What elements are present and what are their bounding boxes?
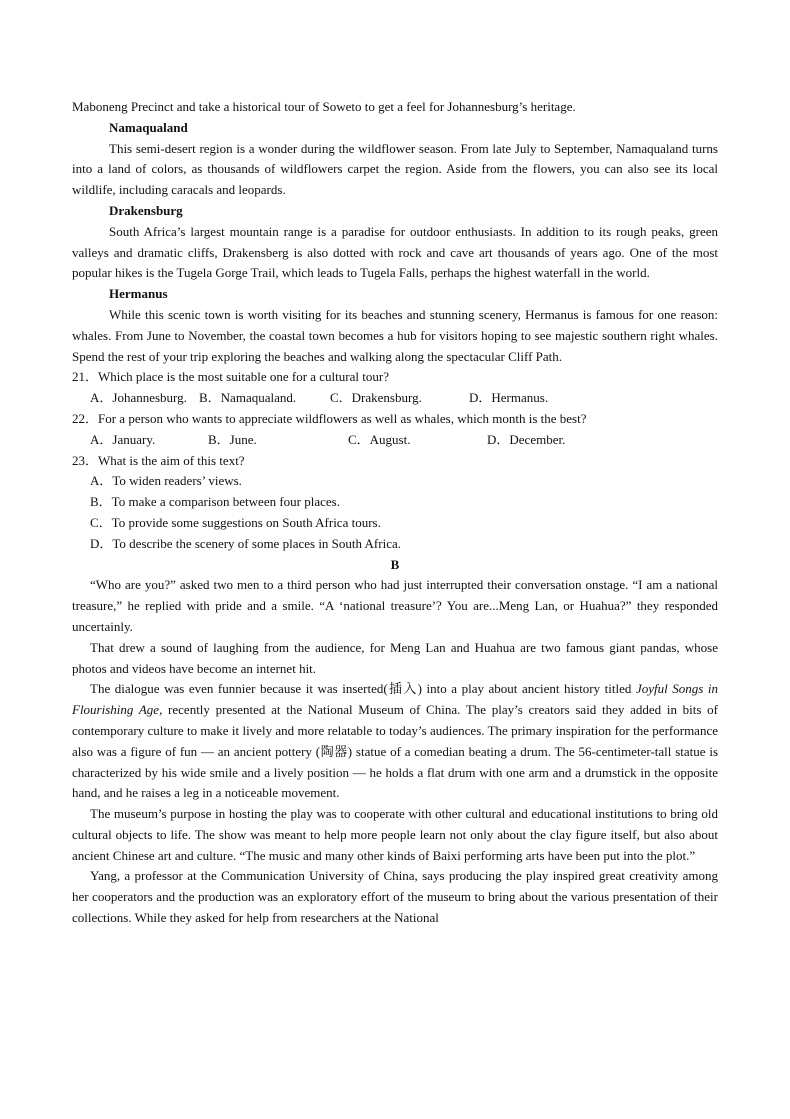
play-title: Joyful Songs in Flourishing Age,: [72, 681, 718, 718]
question-22-options: [72, 430, 718, 451]
question-22-stem: 22．For a person who wants to appreciate wildflowers as well as whales, which month is the best?: [72, 410, 587, 426]
passage-a-intro-tail: Maboneng Precinct and take a historical tour of Soweto to get a feel for Johannesburg’s heritage.: [72, 99, 576, 114]
question-21-option-c: C．Drakensburg.: [330, 390, 422, 406]
question-21-stem: 21．Which place is the most suitable one for a cultural tour?: [72, 369, 389, 385]
section-heading-drakensburg: Drakensburg: [109, 202, 183, 218]
passage-b-paragraph-4: The museum’s purpose in hosting the play was to cooperate with other cultural and educational institutions to bring old cultural objects to life. The show was meant to help more people learn not only about the clay figure itself, but also about ancient Chinese art and culture. “The music and many other kinds of Baixi performing arts have been put into the plot.”: [72, 806, 718, 863]
section-text-namaqualand: This semi-desert region is a wonder during the wildflower season. From late July to September, Namaqualand turns into a land of colors, as thousands of wildflowers carpet the region. Aside from the flowers, you can also see its local wildlife, including caracals and leopards.: [72, 140, 718, 198]
question-23-option-a: A．To widen readers’ views.: [90, 473, 242, 489]
question-21-option-a: A．Johannesburg.: [90, 390, 187, 406]
question-23-stem: 23．What is the aim of this text?: [72, 452, 245, 468]
passage-b-paragraph-5: Yang, a professor at the Communication University of China, says producing the play inspired great creativity among her cooperators and the production was an exploratory effort of the museum to bring about the various presentation of their collections. While they asked for help from researchers at the National: [72, 868, 718, 926]
question-23-option-d: D．To describe the scenery of some places in South Africa.: [90, 535, 401, 551]
passage-b-label: B: [390, 556, 400, 572]
question-22-option-b: B．June.: [208, 431, 257, 447]
question-22-option-d: D．December.: [487, 431, 566, 447]
passage-b-paragraph-3: [72, 679, 718, 804]
question-23-option-b: B．To make a comparison between four places.: [90, 494, 340, 510]
document-body: [72, 97, 718, 929]
question-21-option-d: D．Hermanus.: [469, 390, 549, 406]
section-heading-hermanus: Hermanus: [109, 286, 168, 302]
question-23-option-c: C．To provide some suggestions on South Africa tours.: [90, 514, 381, 530]
section-heading-namaqualand: Namaqualand: [109, 119, 188, 135]
passage-b-paragraph-2: That drew a sound of laughing from the audience, for Meng Lan and Huahua are two famous giant pandas, whose photos and videos have become an internet hit.: [72, 639, 718, 676]
question-21-option-b: B．Namaqualand.: [199, 390, 297, 406]
passage-b-paragraph-1: “Who are you?” asked two men to a third person who had just interrupted their conversation onstage. “I am a national treasure,” he replied with pride and a smile. “A ‘national treasure’? You are...Meng Lan, or Huahua?” they responded uncertainly.: [72, 577, 718, 634]
paragraph-3-text-after: recently presented at the National Museum of China. The play’s creators said they added in bits of contemporary culture to make it lively and more relatable to today’s audiences. The primary inspiration for the performance also was a figure of fun — an ancient pottery (陶器) statue of a comedian beating a drum. The 56-centimeter-tall statue is characterized by his wide smile and a lively position — he holds a flat drum with one arm and a drumstick in the opposite hand, and he raises a leg in a noticeable movement.: [72, 702, 719, 801]
question-22-option-c: C．August.: [348, 431, 411, 447]
section-text-drakensburg: South Africa’s largest mountain range is a paradise for outdoor enthusiasts. In addition to its rough peaks, green valleys and dramatic cliffs, Drakensberg is also dotted with rock and cave art thousands of years ago. One of the most popular hikes is the Tugela Gorge Trail, which leads to Tugela Falls, perhaps the highest waterfall in the world.: [72, 223, 718, 281]
question-22-option-a: A．January.: [90, 431, 156, 447]
section-text-hermanus: While this scenic town is worth visiting for its beaches and stunning scenery, Hermanus is famous for one reason: whales. From June to November, the coastal town becomes a hub for visitors hoping to see majestic southern right whales. Spend the rest of your trip exploring the beaches and walking along the spectacular Cliff Path.: [72, 306, 718, 364]
paragraph-3-text-before: The dialogue was even funnier because it was inserted(插入) into a play about ancient history titled: [90, 681, 636, 697]
question-21-options: [72, 388, 718, 409]
